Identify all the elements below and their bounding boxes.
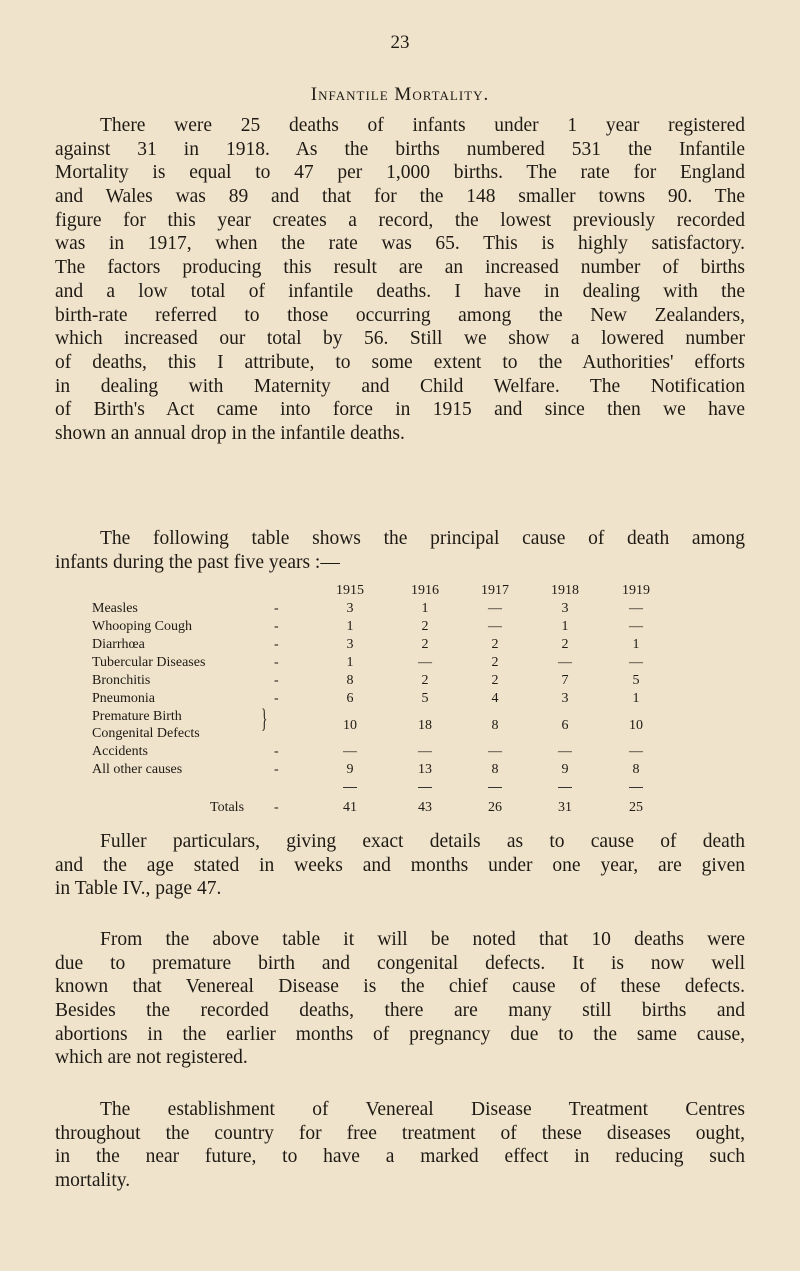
cell-value: — [629, 619, 643, 634]
row-label: Tubercular Diseases [92, 655, 206, 670]
cell-value: 8 [346, 673, 354, 688]
row-label: Bronchitis [92, 673, 151, 688]
total-rule [558, 787, 572, 788]
cell-value: 1 [632, 691, 640, 706]
total-value: 25 [629, 800, 643, 815]
text-line: in dealing with Maternity and Child Welfare. The Notification [55, 375, 745, 397]
cell-value: 2 [421, 619, 429, 634]
total-rule [343, 787, 357, 788]
cell-value: 2 [561, 637, 569, 652]
table-row [92, 654, 712, 671]
text-line: The establishment of Venereal Disease Treatment Centres [100, 1099, 745, 1120]
table-intro-paragraph [55, 527, 745, 574]
text-line: in the near future, to have a marked effect in reducing such [55, 1146, 745, 1168]
year-header: 1916 [411, 583, 439, 598]
text-line: which increased our total by 56. Still we show a lowered number [55, 328, 745, 350]
cell-value: 3 [561, 691, 569, 706]
total-value: 31 [558, 800, 572, 815]
total-rule [629, 787, 643, 788]
text-line: shown an annual drop in the infantile deaths. [55, 422, 405, 444]
text-line: throughout the country for free treatment of these diseases ought, [55, 1122, 745, 1144]
cell-value: 2 [421, 637, 429, 652]
cell-value: — [418, 655, 432, 670]
cell-value: — [488, 619, 502, 634]
leader-dot: - [274, 800, 279, 815]
fuller-particulars-paragraph [55, 830, 745, 901]
cell-value: 1 [632, 637, 640, 652]
cell-value: 13 [418, 762, 432, 777]
leader-dot: - [274, 762, 279, 777]
cell-value: 5 [632, 673, 640, 688]
leader-dot: - [274, 619, 279, 634]
row-label: Accidents [92, 744, 148, 759]
text-line: The factors producing this result are an increased number of births [55, 257, 745, 279]
table-row [92, 672, 712, 689]
leader-dot: - [274, 601, 279, 616]
table-header-row [92, 582, 712, 599]
cell-value: — [629, 744, 643, 759]
total-rule [418, 787, 432, 788]
cell-value: 7 [561, 673, 569, 688]
cell-value: — [343, 744, 357, 759]
cell-value: — [488, 744, 502, 759]
cell-value: 3 [561, 601, 569, 616]
cell-value: 2 [421, 673, 429, 688]
text-line: and a low total of infantile deaths. I have in dealing with the [55, 280, 745, 302]
leader-dot: - [274, 637, 279, 652]
cell-value: — [488, 601, 502, 616]
cell-value: 3 [346, 601, 354, 616]
row-label: Pneumonia [92, 691, 155, 706]
totals-row [92, 799, 712, 816]
cause-of-death-table [92, 582, 732, 842]
cell-value: 8 [491, 762, 499, 777]
cell-value: 1 [421, 601, 429, 616]
text-line: in Table IV., page 47. [55, 878, 222, 900]
cell-value: 18 [418, 718, 432, 733]
cell-value: 1 [346, 619, 354, 634]
cell-value: 9 [346, 762, 354, 777]
text-line: Fuller particulars, giving exact details as to cause of death [100, 831, 745, 852]
text-line: There were 25 deaths of infants under 1 year registered [100, 115, 745, 136]
cell-value: 8 [632, 762, 640, 777]
cell-value: — [558, 655, 572, 670]
cell-value: 1 [346, 655, 354, 670]
cell-value: 3 [346, 637, 354, 652]
cell-value: — [629, 655, 643, 670]
row-label: Diarrhœa [92, 637, 145, 652]
cell-value: 2 [491, 655, 499, 670]
year-header: 1919 [622, 583, 650, 598]
total-value: 43 [418, 800, 432, 815]
table-row [92, 743, 712, 760]
cell-value: 1 [561, 619, 569, 634]
text-line: of deaths, this I attribute, to some extent to the Authorities' efforts [55, 351, 745, 373]
text-line: mortality. [55, 1170, 131, 1192]
cell-value: 10 [629, 718, 643, 733]
text-line: of Birth's Act came into force in 1915 and since then we have [55, 399, 745, 421]
row-label: Premature Birth [92, 709, 182, 724]
text-line: was in 1917, when the rate was 65. This is highly satisfactory. [55, 233, 745, 255]
total-rule [488, 787, 502, 788]
text-line: against 31 in 1918. As the births numbered 531 the Infantile [55, 138, 745, 160]
cell-value: — [418, 744, 432, 759]
leader-dot: - [274, 673, 279, 688]
leader-dot: - [274, 691, 279, 706]
table-row [92, 636, 712, 653]
cell-value: 5 [421, 691, 429, 706]
cell-value: 4 [491, 691, 499, 706]
year-header: 1917 [481, 583, 509, 598]
cell-value: 2 [491, 637, 499, 652]
page-number: 23 [390, 32, 410, 53]
row-label: Measles [92, 601, 138, 616]
cell-value: 8 [491, 718, 499, 733]
text-line: figure for this year creates a record, the lowest previously recorded [55, 209, 745, 231]
cell-value: 2 [491, 673, 499, 688]
table-row [92, 618, 712, 635]
brace-icon: } [261, 704, 268, 733]
text-line: and Wales was 89 and that for the 148 smaller towns 90. The [55, 186, 745, 208]
cell-value: — [558, 744, 572, 759]
text-line: From the above table it will be noted that 10 deaths were [100, 929, 745, 950]
text-line: Mortality is equal to 47 per 1,000 births. The rate for England [55, 162, 745, 184]
table-row [92, 761, 712, 778]
cell-value: 9 [561, 762, 569, 777]
text-line: known that Venereal Disease is the chief cause of these defects. [55, 976, 745, 998]
text-line: and the age stated in weeks and months under one year, are given [55, 854, 745, 876]
cell-value: 10 [343, 718, 357, 733]
leader-dot: - [274, 744, 279, 759]
table-row [92, 704, 712, 741]
row-label-2: Congenital Defects [92, 726, 200, 741]
table-row [92, 600, 712, 617]
text-line: infants during the past five years :— [55, 551, 340, 573]
text-line: birth-rate referred to those occurring among the New Zealanders, [55, 304, 745, 326]
text-line: which are not registered. [55, 1047, 248, 1069]
text-line: due to premature birth and congenital defects. It is now well [55, 952, 745, 974]
text-line: The following table shows the principal cause of death among [100, 528, 745, 549]
treatment-centres-paragraph [55, 1098, 745, 1193]
year-header: 1918 [551, 583, 579, 598]
cell-value: — [629, 601, 643, 616]
row-label: Whooping Cough [92, 619, 192, 634]
totals-label: Totals [210, 800, 245, 815]
year-header: 1915 [336, 583, 364, 598]
table-row [92, 690, 712, 707]
row-label: All other causes [92, 762, 183, 777]
cell-value: 6 [561, 718, 569, 733]
text-line: Besides the recorded deaths, there are many still births and [55, 1000, 745, 1022]
leader-dot: - [274, 655, 279, 670]
premature-birth-paragraph [55, 928, 745, 1070]
total-value: 26 [488, 800, 502, 815]
section-title: Infantile Mortality. [310, 84, 490, 105]
total-value: 41 [343, 800, 357, 815]
intro-paragraph [55, 114, 745, 446]
text-line: abortions in the earlier months of pregnancy due to the same cause, [55, 1023, 745, 1045]
cell-value: 6 [346, 691, 354, 706]
